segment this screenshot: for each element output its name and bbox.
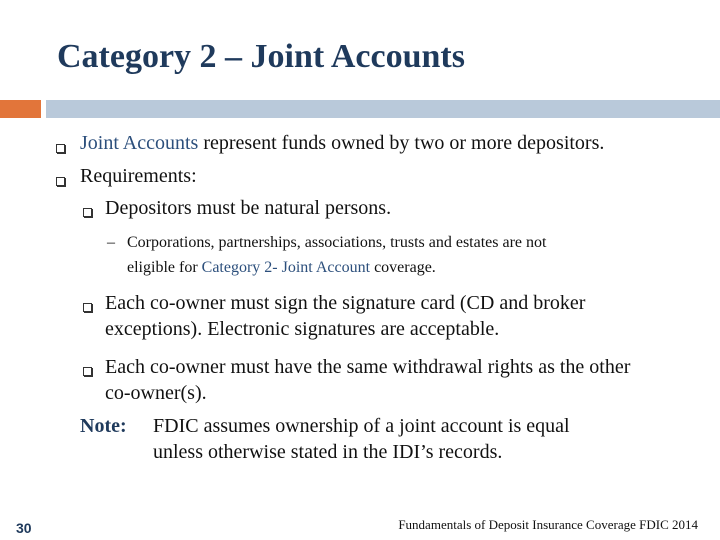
sub-withdrawal-line-2: co-owner(s). bbox=[105, 382, 207, 404]
bullet1-text: represent funds owned by two or more depositors. bbox=[198, 132, 605, 154]
note-line-1: FDIC assumes ownership of a joint account is equal bbox=[153, 415, 570, 437]
note-label: Note: bbox=[80, 415, 127, 437]
square-bullet-icon bbox=[83, 303, 92, 312]
slide-title: Category 2 – Joint Accounts bbox=[57, 38, 465, 75]
square-bullet-icon bbox=[83, 367, 92, 376]
accent-bar bbox=[0, 100, 41, 118]
square-bullet-icon bbox=[83, 208, 92, 217]
dash-pre: eligible for bbox=[127, 259, 202, 276]
dash-line-1: Corporations, partnerships, associations, trusts and estates are not bbox=[127, 234, 547, 251]
header-bar bbox=[46, 100, 720, 118]
bullet-requirements: Requirements: bbox=[80, 165, 197, 187]
square-bullet-icon bbox=[56, 144, 65, 153]
square-bullet-icon bbox=[56, 177, 65, 186]
highlight-category-2: Category 2- Joint Account bbox=[201, 259, 371, 276]
sub-natural-persons: Depositors must be natural persons. bbox=[105, 197, 392, 219]
highlight-joint-accounts: Joint Accounts bbox=[80, 132, 199, 154]
sub-sign-card-line-2: exceptions). Electronic signatures are acceptable. bbox=[105, 318, 500, 340]
sub-withdrawal-line-1: Each co-owner must have the same withdrawal rights as the other bbox=[105, 356, 631, 378]
footer-text: Fundamentals of Deposit Insurance Coverage FDIC 2014 bbox=[398, 517, 698, 532]
note-line-2: unless otherwise stated in the IDI’s records. bbox=[153, 441, 503, 463]
dash-line-2 bbox=[127, 257, 436, 279]
bullet-joint-accounts bbox=[80, 130, 604, 156]
sub-sign-card-line-1: Each co-owner must sign the signature card (CD and broker bbox=[105, 292, 586, 314]
slide-number: 30 bbox=[16, 520, 32, 536]
dash-marker: – bbox=[107, 234, 115, 251]
dash-post: coverage. bbox=[370, 259, 436, 276]
